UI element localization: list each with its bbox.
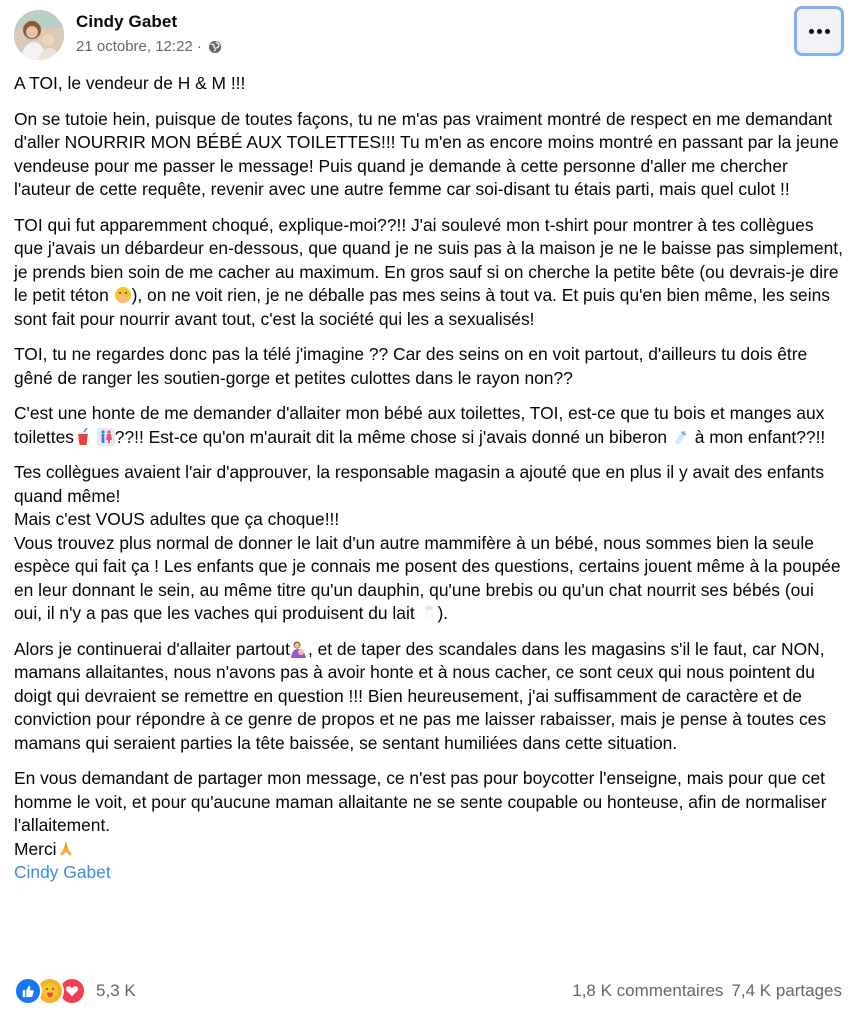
paragraph-text: à mon enfant??!! <box>689 426 826 447</box>
author-name[interactable]: Cindy Gabet <box>76 12 178 31</box>
paragraph-text: Mais c'est VOUS adultes que ça choque!!! <box>14 509 340 529</box>
globe-icon[interactable] <box>208 40 222 54</box>
post-paragraph: A TOI, le vendeur de H & M !!! <box>14 73 246 93</box>
paragraph-text: Merci <box>14 838 57 859</box>
post-paragraph <box>14 214 846 332</box>
baby-bottle-emoji <box>672 428 690 446</box>
comments-count[interactable]: 1,8 K commentaires <box>572 981 724 1000</box>
post-paragraph: On se tutoie hein, puisque de toutes façons, tu ne m'as pas vraiment montré de respect en me demandant d'aller NOURRIR MON BÉBÉ AUX TOILETTES!!! Tu m'en as encore moins montré en passant par la jeune vendeuse pour me passer le message! Puis quand je demande à cette personne d'aller me chercher l'auteur de cette requête, revenir avec une autre femme car soi-disant tu étais parti, mais quel culot !! <box>14 108 839 199</box>
more-options-button[interactable] <box>794 6 844 56</box>
shares-count[interactable]: 7,4 K partages <box>731 981 842 1000</box>
avatar-photo-icon <box>14 10 64 60</box>
author-avatar[interactable] <box>14 10 64 60</box>
cup-with-straw-emoji <box>74 428 92 446</box>
paragraph-text: En vous demandant de partager mon message, ce n'est pas pour boycotter l'enseigne, mais pour que cet homme le voit, et pour qu'aucune maman allaitante ne se sente coupable ou honteuse, afin de normaliser l'allaitement. <box>14 768 827 835</box>
post-paragraph <box>14 767 846 885</box>
post-timestamp[interactable]: 21 octobre, 12:22 <box>76 38 193 55</box>
paragraph-text: , et de taper des scandales dans les magasins s'il le faut, car NON, mamans allaitantes, nous n'avons pas à avoir honte et à nous cacher, ce sont ceux qui nous pointent du doigt qui devraient se remettre en question !!! Bien heureusement, j'ai suffisamment de caractère et de conviction pour répondre à ce genre de propos et ne pas me laisser rabaisser, mais je pense à toutes ces mamans qui seraient parties la tête baissée, se sentant humiliées dans cette situation. <box>14 638 827 753</box>
paragraph-text: Vous trouvez plus normal de donner le lait d'un autre mammifère à un bébé, nous sommes bien la seule espèce qui fait ça ! Les enfants que je connais me posent des questions, certains jouent même à la poupée en leur donnant le sein, au même titre qu'un dauphin, qu'une brebis ou qu'un chat nourrit ses bébés (oui oui, il n'y a pas que les vaches qui produisent du lait <box>14 532 841 623</box>
post-footer <box>14 976 842 1006</box>
post-stats <box>572 981 842 1001</box>
author-signature-link[interactable]: Cindy Gabet <box>14 862 111 882</box>
post-paragraph <box>14 402 846 449</box>
post-paragraph <box>14 638 846 756</box>
paragraph-text: ). <box>437 603 449 623</box>
shushing-face-emoji <box>114 286 132 304</box>
paragraph-text: ), on ne voit rien, je ne déballe pas mes seins à tout va. Et puis qu'en bien même, les seins sont fait pour nourrir avant tout, c'est la société qui les a sexualisés! <box>14 285 830 329</box>
more-options-icon <box>809 29 830 34</box>
paragraph-text: TOI qui fut apparemment choqué, explique-moi??!! J'ai soulevé mon t-shirt pour montrer à tes collègues que j'avais un débardeur en-dessous, que quand je ne suis pas à la maison je ne le baisse pas simplement, je prends bien soin de me cacher au maximum. En gros sauf si on cherche la petite bête (ou devrais-je dire le petit téton <box>14 214 843 305</box>
reaction-icons <box>14 977 86 1005</box>
like-icon <box>14 977 42 1005</box>
breastfeeding-emoji <box>290 640 308 658</box>
restroom-emoji <box>97 428 115 446</box>
post-paragraph <box>14 461 846 626</box>
post-meta <box>76 38 222 55</box>
glass-of-milk-emoji <box>420 604 438 622</box>
folded-hands-emoji <box>57 840 75 858</box>
paragraph-text: Tes collègues avaient l'air d'approuver, la responsable magasin a ajouté que en plus il y avait des enfants quand même! <box>14 462 825 506</box>
post-header <box>14 10 844 64</box>
meta-separator: · <box>196 38 202 55</box>
paragraph-text: ??!! Est-ce qu'on m'aurait dit la même chose si j'avais donné un biberon <box>114 426 672 447</box>
reaction-count[interactable]: 5,3 K <box>96 981 136 1000</box>
post-body <box>14 72 846 885</box>
reactions-summary[interactable] <box>14 977 136 1005</box>
paragraph-text: Alors je continuerai d'allaiter partout <box>14 638 290 659</box>
paragraph-text: C'est une honte de me demander d'allaiter mon bébé aux toilettes, TOI, est-ce que tu bois et manges aux toilettes <box>14 403 825 447</box>
post-paragraph: TOI, tu ne regardes donc pas la télé j'imagine ?? Car des seins on en voit partout, d'ailleurs tu dois être gêné de ranger les soutien-gorge et petites culottes dans le rayon non?? <box>14 344 808 388</box>
